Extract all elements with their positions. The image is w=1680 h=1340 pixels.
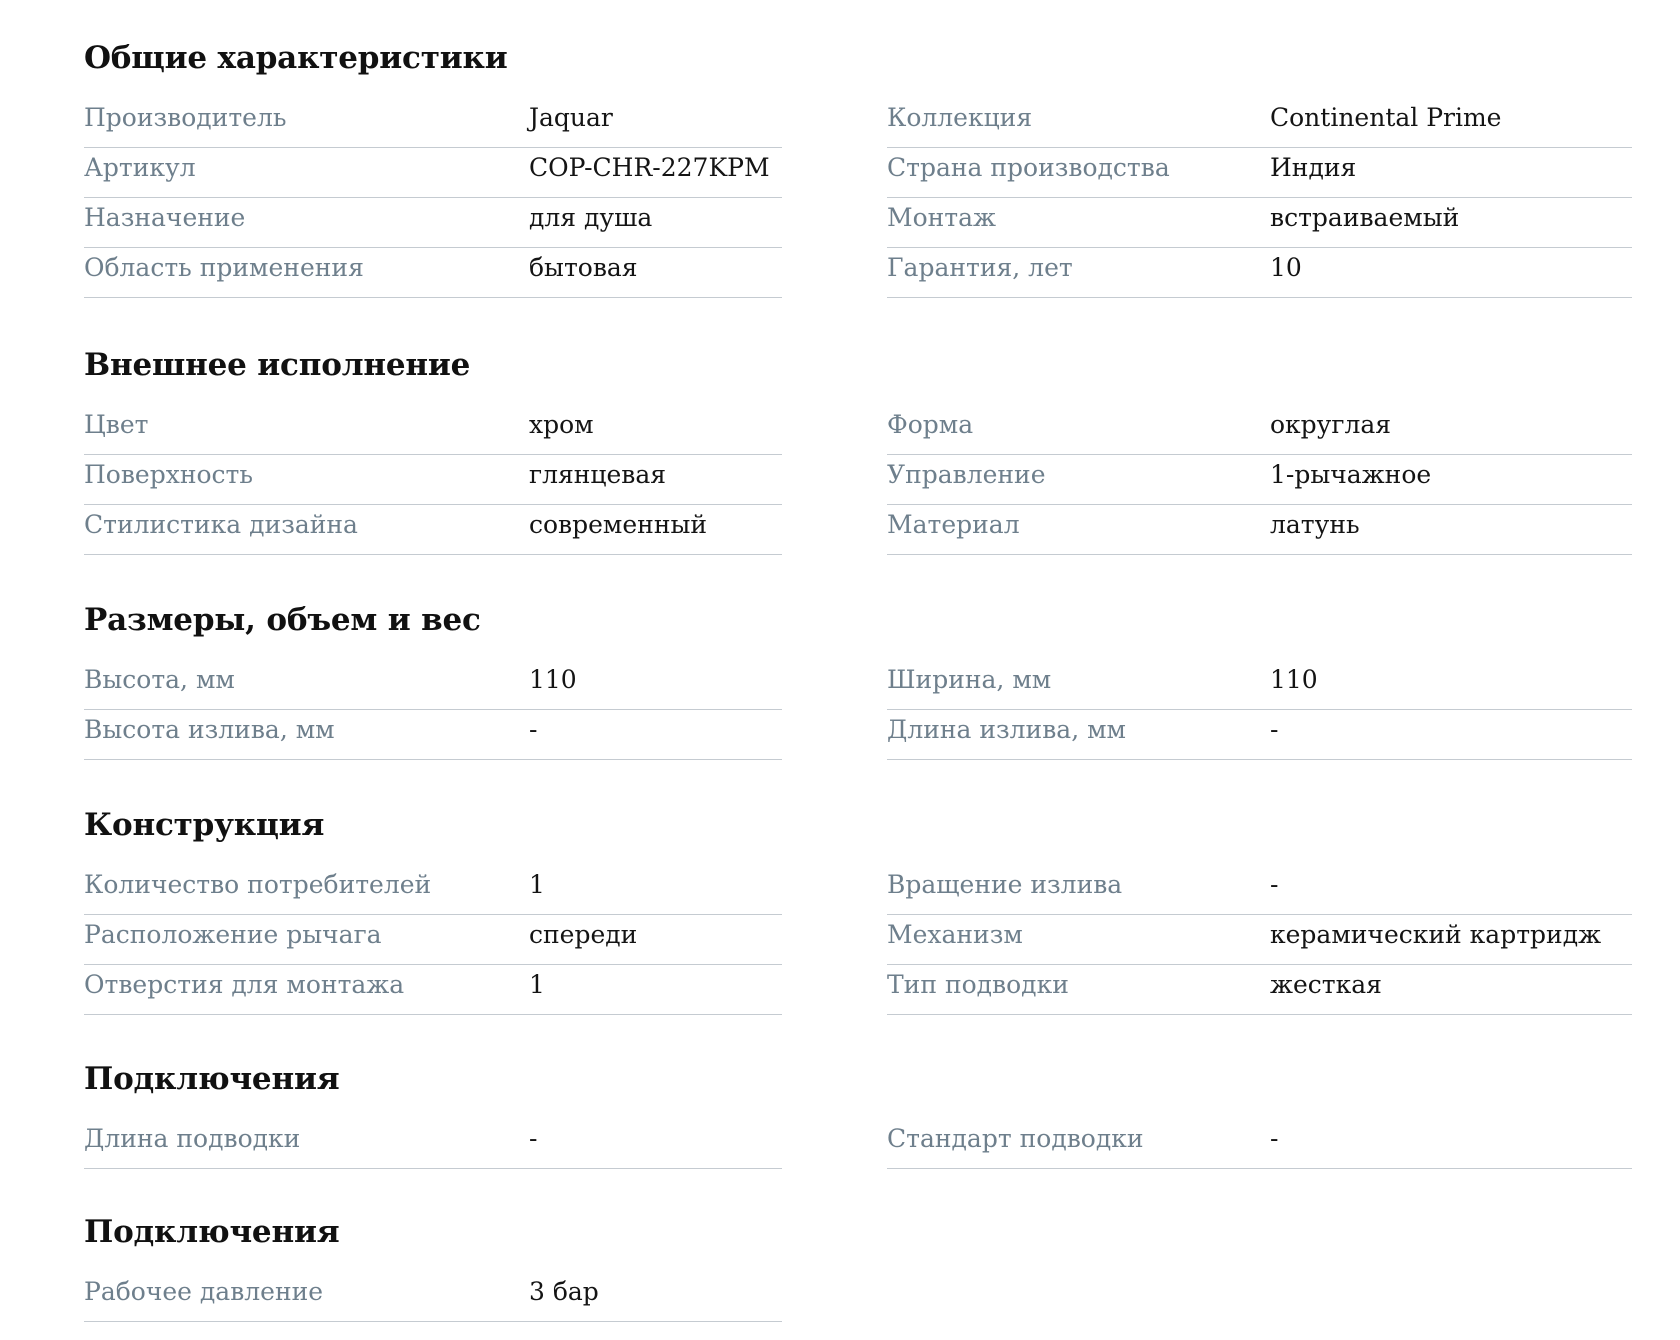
spec-value: 10: [1270, 253, 1302, 282]
spec-label: Отверстия для монтажа: [84, 970, 405, 999]
spec-row: [84, 455, 782, 505]
spec-label: Вращение излива: [887, 870, 1123, 899]
spec-rows: [84, 1272, 1632, 1322]
spec-value: спереди: [529, 920, 638, 949]
spec-row: [887, 915, 1632, 965]
spec-value: COP-CHR-227KPM: [529, 153, 770, 182]
spec-row: [84, 965, 782, 1015]
spec-value: -: [529, 715, 538, 744]
spec-column-right: [887, 1119, 1632, 1169]
spec-row: [84, 248, 782, 298]
section-title: Внешнее исполнение: [84, 347, 471, 383]
spec-value: Continental Prime: [1270, 103, 1502, 132]
section-title: Размеры, объем и вес: [84, 602, 481, 638]
section-title: Подключения: [84, 1214, 340, 1250]
spec-row: [887, 198, 1632, 248]
spec-row: [84, 198, 782, 248]
spec-label: Длина излива, мм: [887, 715, 1126, 744]
spec-column-left: [84, 1272, 782, 1322]
spec-row: [84, 98, 782, 148]
spec-rows: [84, 1119, 1632, 1169]
section-title: Подключения: [84, 1061, 340, 1097]
spec-label: Монтаж: [887, 203, 997, 232]
spec-value: латунь: [1270, 510, 1360, 539]
spec-value: глянцевая: [529, 460, 667, 489]
spec-value: 3 бар: [529, 1277, 599, 1306]
spec-rows: [84, 865, 1632, 1015]
spec-row: [84, 915, 782, 965]
spec-row: [84, 865, 782, 915]
spec-row: [887, 1119, 1632, 1169]
spec-row: [887, 710, 1632, 760]
spec-column-left: [84, 865, 782, 1015]
spec-label: Область применения: [84, 253, 364, 282]
spec-rows: [84, 660, 1632, 760]
section-appearance: [84, 345, 1632, 555]
section-title: Конструкция: [84, 807, 325, 843]
spec-label: Механизм: [887, 920, 1023, 949]
spec-label: Артикул: [84, 153, 196, 182]
spec-label: Ширина, мм: [887, 665, 1052, 694]
spec-rows: [84, 405, 1632, 555]
spec-row: [84, 1272, 782, 1322]
spec-label: Расположение рычага: [84, 920, 382, 949]
spec-row: [887, 965, 1632, 1015]
spec-label: Коллекция: [887, 103, 1033, 132]
spec-value: -: [1270, 1124, 1279, 1153]
spec-row: [887, 248, 1632, 298]
spec-label: Форма: [887, 410, 974, 439]
spec-label: Высота, мм: [84, 665, 235, 694]
spec-column-left: [84, 405, 782, 555]
spec-row: [887, 865, 1632, 915]
spec-value: Индия: [1270, 153, 1357, 182]
spec-value: современный: [529, 510, 708, 539]
spec-column-left: [84, 1119, 782, 1169]
spec-value: встраиваемый: [1270, 203, 1460, 232]
spec-row: [887, 660, 1632, 710]
spec-label: Страна производства: [887, 153, 1170, 182]
spec-row: [84, 710, 782, 760]
spec-value: Jaquar: [529, 103, 613, 132]
spec-value: округлая: [1270, 410, 1392, 439]
spec-row: [84, 505, 782, 555]
spec-row: [887, 405, 1632, 455]
spec-row: [84, 148, 782, 198]
spec-value: 110: [1270, 665, 1318, 694]
spec-value: керамический картридж: [1270, 920, 1602, 949]
spec-label: Гарантия, лет: [887, 253, 1073, 282]
spec-column-left: [84, 98, 782, 298]
spec-row: [887, 148, 1632, 198]
spec-row: [84, 1119, 782, 1169]
spec-column-right: [887, 98, 1632, 298]
spec-value: 1: [529, 870, 545, 899]
section-dimensions: [84, 600, 1632, 760]
spec-value: -: [1270, 870, 1279, 899]
section-title: Общие характеристики: [84, 40, 508, 76]
spec-label: Рабочее давление: [84, 1277, 324, 1306]
spec-column-right: [887, 865, 1632, 1015]
spec-value: жесткая: [1270, 970, 1382, 999]
spec-row: [84, 660, 782, 710]
spec-row: [887, 455, 1632, 505]
spec-value: бытовая: [529, 253, 638, 282]
spec-column-left: [84, 660, 782, 760]
section-connections: [84, 1059, 1632, 1169]
spec-label: Управление: [887, 460, 1046, 489]
spec-value: 1-рычажное: [1270, 460, 1432, 489]
spec-label: Цвет: [84, 410, 149, 439]
spec-value: -: [1270, 715, 1279, 744]
spec-value: 110: [529, 665, 577, 694]
spec-value: 1: [529, 970, 545, 999]
spec-label: Назначение: [84, 203, 246, 232]
spec-label: Производитель: [84, 103, 287, 132]
spec-label: Материал: [887, 510, 1020, 539]
spec-label: Количество потребителей: [84, 870, 432, 899]
spec-column-right: [887, 405, 1632, 555]
section-general: [84, 38, 1632, 298]
spec-label: Стилистика дизайна: [84, 510, 358, 539]
spec-value: -: [529, 1124, 538, 1153]
spec-row: [84, 405, 782, 455]
spec-label: Поверхность: [84, 460, 253, 489]
spec-rows: [84, 98, 1632, 298]
spec-label: Длина подводки: [84, 1124, 301, 1153]
section-construction: [84, 805, 1632, 1015]
spec-label: Тип подводки: [887, 970, 1069, 999]
spec-column-right: [887, 660, 1632, 760]
spec-row: [887, 505, 1632, 555]
spec-value: хром: [529, 410, 594, 439]
spec-value: для душа: [529, 203, 653, 232]
spec-label: Высота излива, мм: [84, 715, 335, 744]
spec-label: Стандарт подводки: [887, 1124, 1144, 1153]
section-connections-pressure: [84, 1212, 1632, 1322]
spec-row: [887, 98, 1632, 148]
